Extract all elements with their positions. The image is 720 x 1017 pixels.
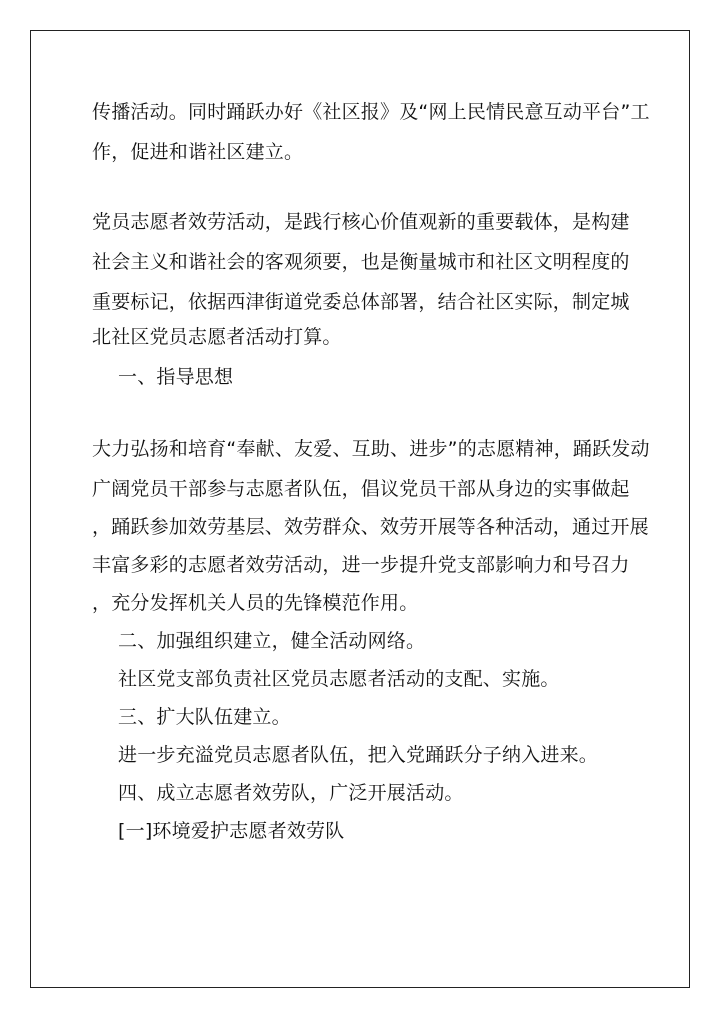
text-line: ，踊跃参加效劳基层、效劳群众、效劳开展等各种活动，通过开展 [92, 516, 649, 538]
subsection-heading: [一]环境爱护志愿者效劳队 [118, 820, 345, 842]
text-line: 重要标记，依据西津街道党委总体部署，结合社区实际，制定城 [92, 291, 630, 313]
text-line: 丰富多彩的志愿者效劳活动，进一步提升党支部影响力和号召力 [92, 554, 630, 576]
section-heading: 三、扩大队伍建立。 [118, 706, 291, 728]
text-line: 进一步充溢党员志愿者队伍，把入党踊跃分子纳入进来。 [118, 744, 599, 766]
section-heading: 二、加强组织建立，健全活动网络。 [118, 630, 426, 652]
text-line: 大力弘扬和培育“奉献、友爱、互助、进步”的志愿精神，踊跃发动 [92, 438, 650, 460]
text-line: 社会主义和谐社会的客观须要，也是衡量城市和社区文明程度的 [92, 251, 630, 273]
text-line: 广阔党员干部参与志愿者队伍，倡议党员干部从身边的实事做起 [92, 478, 630, 500]
section-heading: 一、指导思想 [118, 366, 234, 388]
section-heading: 四、成立志愿者效劳队，广泛开展活动。 [118, 782, 464, 804]
text-line: 北社区党员志愿者活动打算。 [92, 326, 342, 348]
text-line: 社区党支部负责社区党员志愿者活动的支配、实施。 [118, 668, 560, 690]
text-line: 党员志愿者效劳活动，是践行核心价值观新的重要载体，是构建 [92, 211, 630, 233]
page-border [30, 30, 690, 988]
text-line: 传播活动。同时踊跃办好《社区报》及“网上民情民意互动平台”工 [92, 101, 650, 123]
text-line: 作，促进和谐社区建立。 [92, 141, 304, 163]
text-line: ，充分发挥机关人员的先锋模范作用。 [92, 592, 419, 614]
